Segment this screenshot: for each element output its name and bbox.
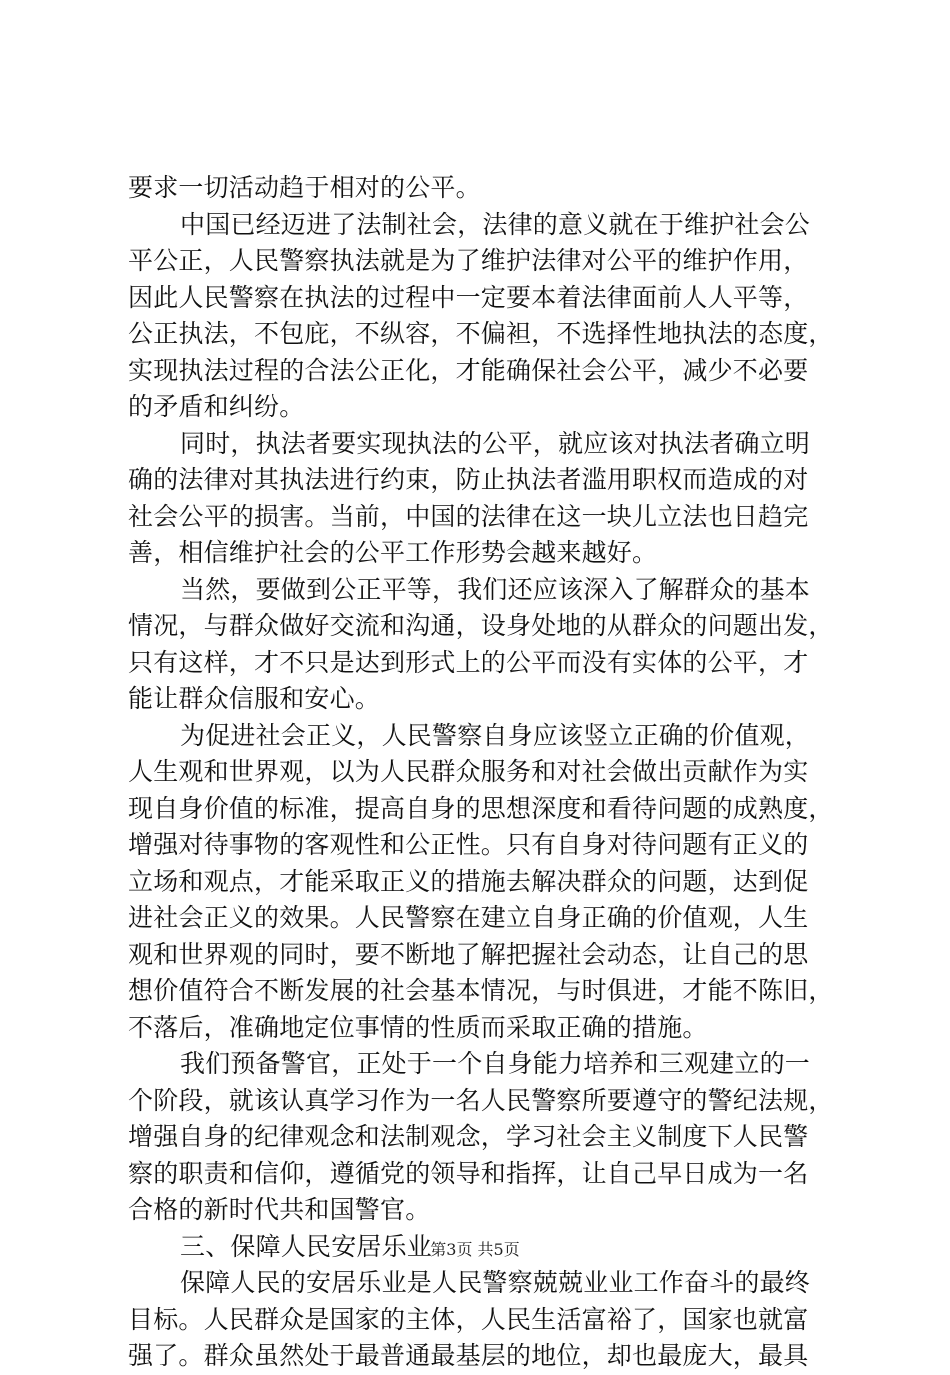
text-line: 因此人民警察在执法的过程中一定要本着法律面前人人平等， [128, 282, 809, 312]
text-line: 增强对待事物的客观性和公正性。只有自身对待问题有正义的 [128, 830, 809, 859]
text-line: 同时，执法者要实现执法的公平，就应该对执法者确立明 [180, 428, 811, 458]
text-line: 公正执法，不包庇，不纵容，不偏袒，不选择性地执法的态度， [128, 319, 834, 348]
text-line: 立场和观点，才能采取正义的措施去解决群众的问题，达到促 [128, 866, 809, 896]
text-line: 要求一切活动趋于相对的公平。 [128, 173, 481, 202]
text-line: 我们预备警官，正处于一个自身能力培养和三观建立的一 [180, 1049, 811, 1078]
text-line: 强了。群众虽然处于最普通最基层的地位，却也最庞大，最具 [128, 1341, 809, 1370]
text-line: 观和世界观的同时，要不断地了解把握社会动态，让自己的思 [128, 939, 809, 969]
text-line: 的矛盾和纠纷。 [128, 392, 305, 421]
text-line: 实现执法过程的合法公正化，才能确保社会公平，减少不必要 [128, 355, 809, 385]
text-line: 合格的新时代共和国警官。 [128, 1195, 431, 1224]
text-line: 社会公平的损害。当前，中国的法律在这一块儿立法也日趋完 [128, 501, 809, 531]
text-line: 个阶段，就该认真学习作为一名人民警察所要遵守的警纪法规， [128, 1085, 834, 1115]
text-line: 能让群众信服和安心。 [128, 684, 381, 713]
text-line: 善，相信维护社会的公平工作形势会越来越好。 [128, 538, 658, 567]
text-line: 确的法律对其执法进行约束，防止执法者滥用职权而造成的对 [128, 465, 809, 494]
text-line: 想价值符合不断发展的社会基本情况，与时俱进，才能不陈旧， [128, 976, 834, 1005]
text-line: 增强自身的纪律观念和法制观念，学习社会主义制度下人民警 [128, 1122, 809, 1151]
text-line: 三、保障人民安居乐业 [180, 1231, 433, 1261]
text-line: 只有这样，才不只是达到形式上的公平而没有实体的公平，才 [128, 647, 809, 677]
text-line: 为促进社会正义，人民警察自身应该竖立正确的价值观， [180, 720, 811, 750]
page-footer: 第3页 共5页 [430, 1240, 520, 1259]
document-body [128, 170, 834, 1375]
text-line: 进社会正义的效果。人民警察在建立自身正确的价值观，人生 [128, 903, 809, 932]
text-line: 平公正，人民警察执法就是为了维护法律对公平的维护作用， [128, 246, 809, 275]
text-line: 人生观和世界观，以为人民群众服务和对社会做出贡献作为实 [128, 757, 809, 786]
text-line: 察的职责和信仰，遵循党的领导和指挥，让自己早日成为一名 [128, 1158, 809, 1188]
text-line: 保障人民的安居乐业是人民警察兢兢业业工作奋斗的最终 [180, 1268, 811, 1297]
text-line: 当然，要做到公正平等，我们还应该深入了解群众的基本 [180, 574, 811, 604]
text-line: 目标。人民群众是国家的主体，人民生活富裕了，国家也就富 [128, 1304, 809, 1334]
text-line: 不落后，准确地定位事情的性质而采取正确的措施。 [128, 1012, 708, 1042]
text-line: 中国已经迈进了法制社会，法律的意义就在于维护社会公 [180, 209, 811, 239]
text-line: 现自身价值的标准，提高自身的思想深度和看待问题的成熟度， [128, 793, 834, 823]
text-line: 情况，与群众做好交流和沟通，设身处地的从群众的问题出发， [128, 611, 834, 640]
